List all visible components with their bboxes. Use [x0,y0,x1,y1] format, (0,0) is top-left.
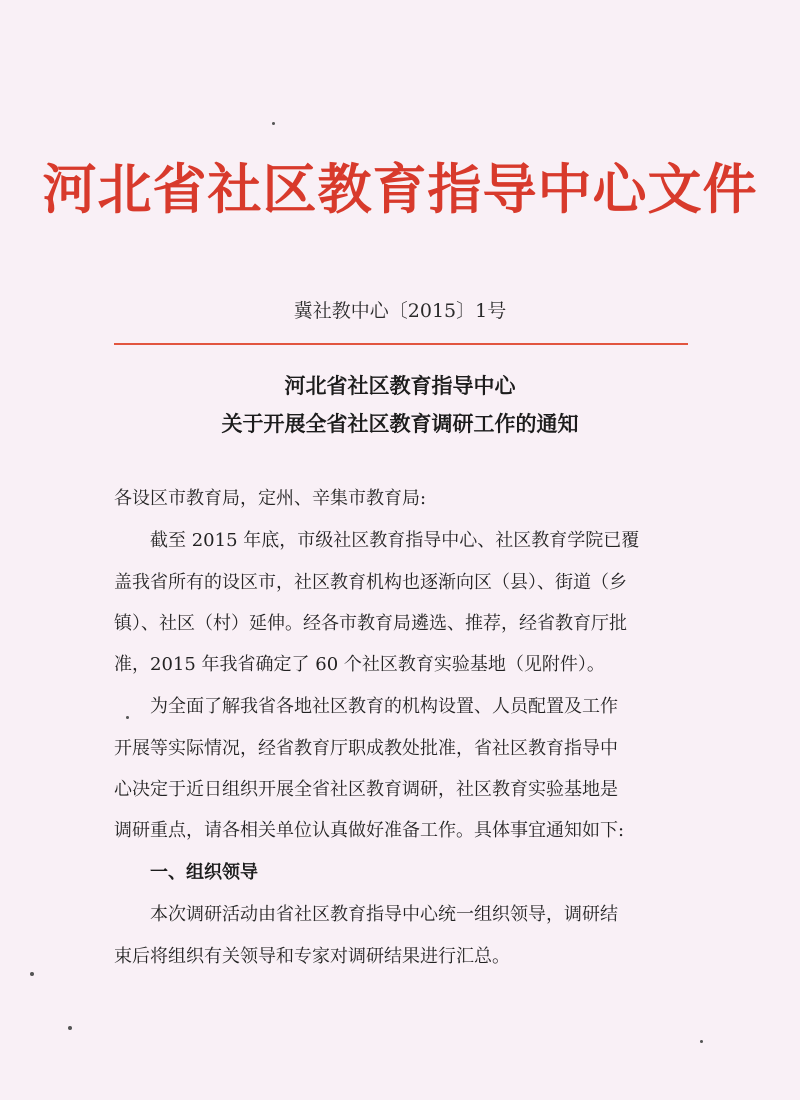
paragraph-1-line-3: 镇）、社区（村）延伸。经各市教育局遴选、推荐，经省教育厅批 [114,613,627,634]
paragraph-1-line-1: 截至 2015 年底，市级社区教育指导中心、社区教育学院已覆 [150,530,640,551]
paragraph-2-line-1: 为全面了解我省各地社区教育的机构设置、人员配置及工作 [150,696,618,717]
document-title-line-1: 河北省社区教育指导中心 [284,374,516,398]
paragraph-1-line-4: 准，2015 年我省确定了 60 个社区教育实验基地（见附件）。 [114,654,605,675]
red-divider-rule [114,343,688,345]
document-title-line-2: 关于开展全省社区教育调研工作的通知 [221,412,579,436]
document-masthead: 河北省社区教育指导中心文件 [42,158,758,221]
paragraph-2-line-2: 开展等实际情况，经省教育厅职成教处批准，省社区教育指导中 [114,738,618,759]
scan-speck [700,1040,703,1043]
scan-speck [272,122,275,125]
scan-speck [126,716,129,719]
paragraph-1-line-2: 盖我省所有的设区市，社区教育机构也逐渐向区（县）、街道（乡 [114,572,627,593]
salutation: 各设区市教育局，定州、辛集市教育局: [114,488,427,509]
paragraph-2-line-3: 心决定于近日组织开展全省社区教育调研，社区教育实验基地是 [114,779,618,800]
scan-speck [30,972,34,976]
document-number: 冀社教中心〔2015〕1号 [293,300,507,322]
paragraph-3-line-1: 本次调研活动由省社区教育指导中心统一组织领导，调研结 [150,904,618,925]
paragraph-2-line-4: 调研重点，请各相关单位认真做好准备工作。具体事宜通知如下: [114,820,625,841]
paragraph-3-line-2: 束后将组织有关领导和专家对调研结果进行汇总。 [114,946,510,967]
scan-speck [68,1026,72,1030]
section-1-heading: 一、组织领导 [150,862,258,883]
